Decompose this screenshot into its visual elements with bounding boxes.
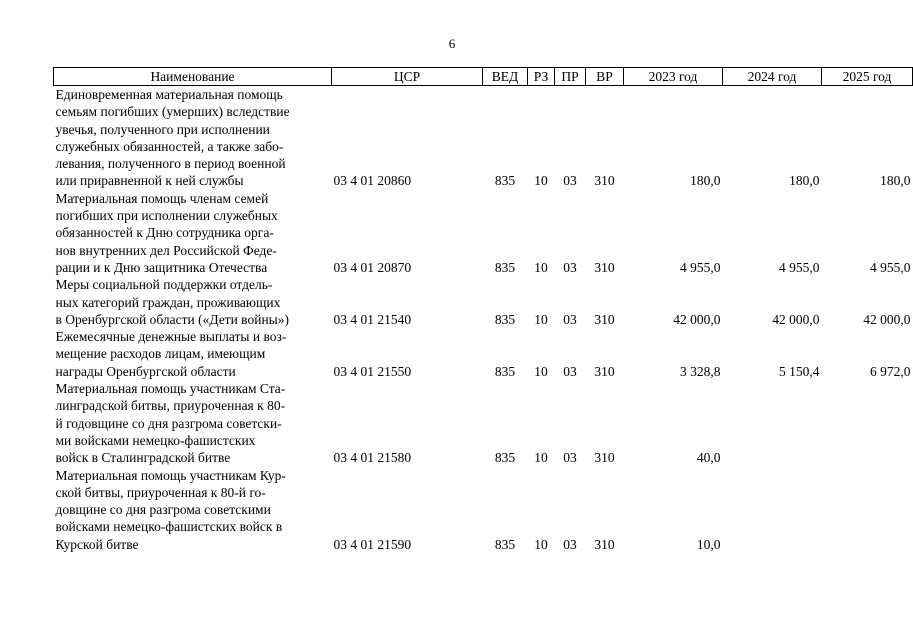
row-amount-2025: 4 955,0	[870, 259, 911, 275]
header-csr: ЦСР	[332, 68, 483, 86]
row-name-line: Ежемесячные денежные выплаты и воз-	[55, 329, 287, 345]
row-name-line: награды Оренбургской области	[55, 363, 236, 379]
row-pr: 03	[563, 450, 577, 466]
row-rz: 10	[534, 450, 548, 466]
row-name-line: Единовременная материальная помощь	[55, 87, 283, 102]
row-pr: 03	[563, 259, 577, 275]
row-name	[54, 86, 332, 190]
row-name-line: линградской битвы, приуроченная к 80-	[55, 398, 286, 414]
row-amount-2025	[822, 467, 913, 553]
row-ved: 835	[494, 363, 516, 379]
row-name-line: Курской битве	[55, 536, 139, 552]
row-name-line: Материальная помощь членам семей	[55, 190, 269, 206]
row-amount-2025: 42 000,0	[863, 311, 911, 327]
row-ved: 835	[494, 536, 516, 552]
row-name-line: й годовщине со дня разгрома советски-	[55, 415, 282, 431]
row-amount-2024: 4 955,0	[779, 259, 820, 275]
row-ved: 835	[494, 450, 516, 466]
row-name-line: левания, полученного в период военной	[55, 156, 286, 172]
row-pr: 03	[563, 311, 577, 327]
header-row	[54, 68, 913, 86]
row-vr: 310	[594, 450, 615, 466]
row-amount-2024	[723, 467, 822, 553]
row-amount-2023: 180,0	[690, 173, 721, 189]
row-name-line: служебных обязанностей, а также забо-	[55, 138, 284, 154]
row-amount-2023: 10,0	[696, 536, 721, 552]
row-amount-2024: 180,0	[789, 173, 820, 189]
row-name-line: ми войсками немецко-фашистских	[55, 432, 256, 448]
row-pr: 03	[563, 173, 577, 189]
budget-table	[53, 67, 913, 553]
row-amount-2025: 6 972,0	[870, 363, 911, 379]
row-name	[54, 276, 332, 328]
row-rz: 10	[534, 311, 548, 327]
table-row	[54, 328, 913, 380]
row-csr: 03 4 01 20870	[333, 259, 412, 275]
header-name: Наименование	[54, 68, 332, 86]
table-row	[54, 86, 913, 190]
row-rz: 10	[534, 363, 548, 379]
row-amount-2025	[822, 380, 913, 466]
row-name-line: обязанностей к Дню сотрудника орга-	[55, 225, 274, 241]
row-amount-2024: 5 150,4	[779, 363, 820, 379]
row-name-line: в Оренбургской области («Дети войны»)	[55, 311, 289, 327]
header-rz: РЗ	[528, 68, 555, 86]
row-pr: 03	[563, 536, 577, 552]
row-csr: 03 4 01 20860	[333, 173, 412, 189]
row-name-line: семьям погибших (умерших) вследствие	[55, 104, 290, 120]
table-row	[54, 190, 913, 276]
row-amount-2023: 3 328,8	[680, 363, 721, 379]
row-name-line: ных категорий граждан, проживающих	[55, 294, 281, 310]
row-csr: 03 4 01 21550	[333, 363, 412, 379]
row-rz: 10	[534, 259, 548, 275]
row-amount-2023: 40,0	[696, 450, 721, 466]
row-name-line: довщине со дня разгрома советскими	[55, 502, 271, 518]
table-row	[54, 380, 913, 466]
row-amount-2023: 4 955,0	[680, 259, 721, 275]
table-row	[54, 467, 913, 553]
row-name-line: ской битвы, приуроченная к 80-й го-	[55, 484, 266, 500]
row-vr: 310	[594, 536, 615, 552]
row-pr: 03	[563, 363, 577, 379]
table-row	[54, 276, 913, 328]
row-amount-2025: 180,0	[880, 173, 911, 189]
row-vr: 310	[594, 363, 615, 379]
row-name-line: нов внутренних дел Российской Феде-	[55, 242, 277, 258]
header-2025: 2025 год	[822, 68, 913, 86]
row-name	[54, 467, 332, 553]
header-2024: 2024 год	[723, 68, 822, 86]
row-ved: 835	[494, 173, 516, 189]
header-ved: ВЕД	[483, 68, 528, 86]
row-name	[54, 328, 332, 380]
row-name-line: рации и к Дню защитника Отечества	[55, 259, 268, 275]
row-name-line: войск в Сталинградской битве	[55, 450, 231, 466]
row-amount-2023: 42 000,0	[673, 311, 721, 327]
row-name-line: Материальная помощь участникам Кур-	[55, 467, 286, 483]
row-csr: 03 4 01 21540	[333, 311, 412, 327]
row-vr: 310	[594, 259, 615, 275]
row-name-line: войсками немецко-фашистских войск в	[55, 519, 283, 535]
table-body	[54, 86, 913, 554]
row-name	[54, 380, 332, 466]
row-amount-2024: 42 000,0	[772, 311, 820, 327]
row-name-line: или приравненной к ней службы	[55, 173, 244, 189]
row-name-line: увечья, полученного при исполнении	[55, 121, 270, 137]
row-vr: 310	[594, 173, 615, 189]
row-name-line: Материальная помощь участникам Ста-	[55, 381, 286, 397]
row-name	[54, 190, 332, 276]
row-ved: 835	[494, 259, 516, 275]
row-vr: 310	[594, 311, 615, 327]
row-name-line: Меры социальной поддержки отдель-	[55, 277, 273, 293]
row-name-line: погибших при исполнении служебных	[55, 208, 278, 224]
page-number: 6	[448, 36, 456, 51]
row-csr: 03 4 01 21580	[333, 450, 412, 466]
header-2023: 2023 год	[624, 68, 723, 86]
row-ved: 835	[494, 311, 516, 327]
row-name-line: мещение расходов лицам, имеющим	[55, 346, 266, 362]
header-pr: ПР	[555, 68, 586, 86]
row-rz: 10	[534, 173, 548, 189]
header-vr: ВР	[586, 68, 624, 86]
row-rz: 10	[534, 536, 548, 552]
row-amount-2024	[723, 380, 822, 466]
table-header	[54, 68, 913, 86]
row-csr: 03 4 01 21590	[333, 536, 412, 552]
